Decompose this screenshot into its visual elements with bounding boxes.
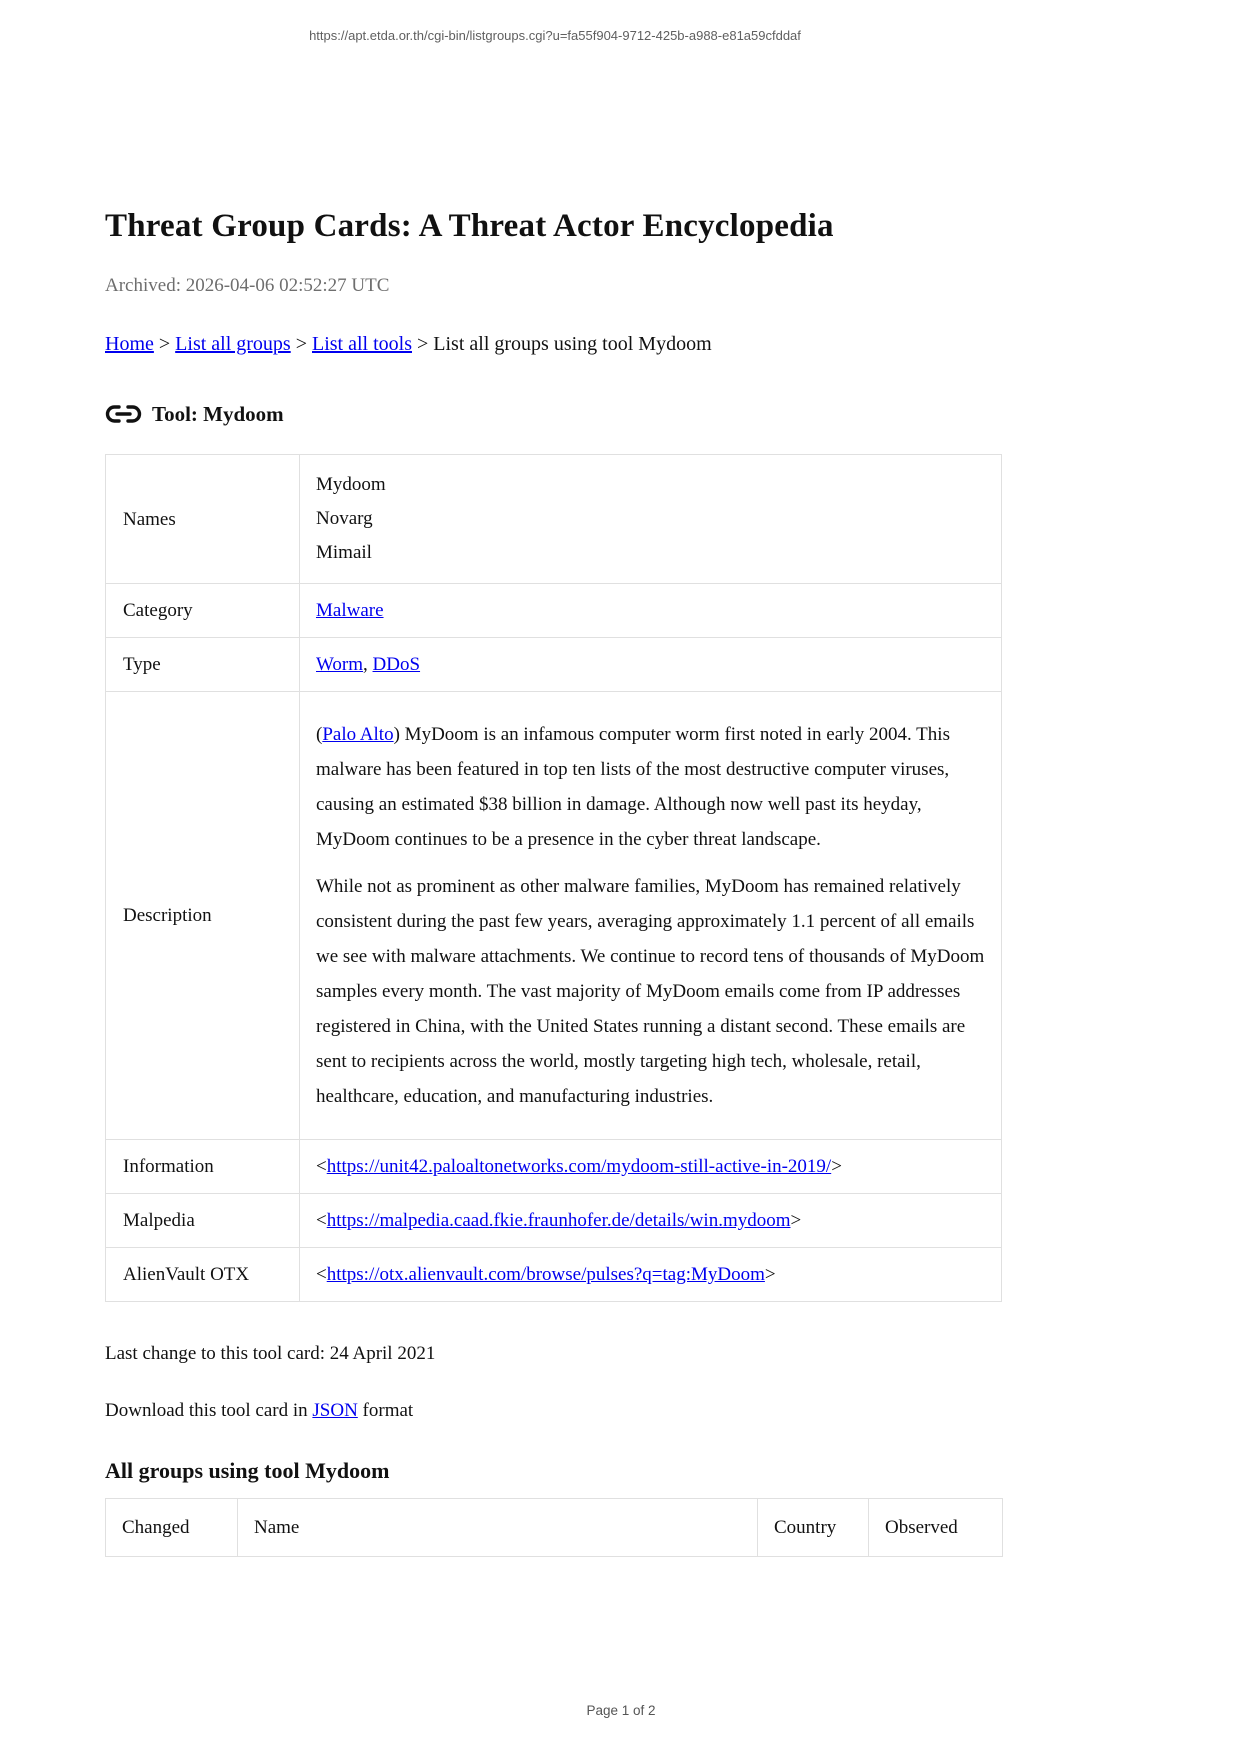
table-row-names xyxy=(106,455,1002,584)
tool-heading-label: Tool: Mydoom xyxy=(152,402,284,426)
malpedia-url-link[interactable]: https://malpedia.caad.fkie.fraunhofer.de/details/win.mydoom xyxy=(326,1210,791,1231)
malware-category-link[interactable]: Malware xyxy=(316,600,384,621)
category-label: Category xyxy=(106,584,300,638)
json-download-link[interactable]: JSON xyxy=(312,1400,358,1421)
chain-link-icon xyxy=(105,404,142,424)
tool-card-table xyxy=(105,454,1002,1302)
description-label: Description xyxy=(106,692,300,1140)
tool-name: Mimail xyxy=(316,542,372,563)
column-header-country: Country xyxy=(758,1499,869,1557)
column-header-changed: Changed xyxy=(106,1499,238,1557)
names-value xyxy=(300,455,1002,584)
information-label: Information xyxy=(106,1140,300,1194)
information-value: <https://unit42.paloaltonetworks.com/mydoom-still-active-in-2019/> xyxy=(300,1140,1002,1194)
document-body xyxy=(105,0,1002,1557)
type-label: Type xyxy=(106,638,300,692)
last-change-note: Last change to this tool card: 24 April 2021 xyxy=(105,1343,436,1364)
table-row-description xyxy=(106,692,1002,1140)
description-paragraph-1: (Palo Alto) MyDoom is an infamous computer worm first noted in early 2004. This malware has been featured in top ten lists of the most destructive computer viruses, causing an estimated $38 billion in damage. Although now well past its heyday, MyDoom continues to be a presence in the cyber threat landscape. xyxy=(316,724,950,850)
breadcrumb xyxy=(105,331,1002,358)
description-value xyxy=(300,692,1002,1140)
groups-table xyxy=(105,1498,1003,1557)
breadcrumb-current: List all groups using tool Mydoom xyxy=(433,333,712,355)
print-url-header: https://apt.etda.or.th/cgi-bin/listgroups.cgi?u=fa55f904-9712-425b-a988-e81a59cfddaf xyxy=(309,28,801,43)
download-note: Download this tool card in JSON format xyxy=(105,1400,414,1421)
table-row-alienvault xyxy=(106,1248,1002,1302)
tool-heading xyxy=(105,400,1002,428)
description-paragraph-2: While not as prominent as other malware families, MyDoom has remained relatively consistent during the past few years, averaging approximately 1.1 percent of all emails we see with malware attachments. We continue to record tens of thousands of MyDoom samples every month. The vast majority of MyDoom emails come from IP addresses registered in China, with the United States running a distant second. These emails are sent to recipients across the world, mostly targeting high tech, wholesale, retail, healthcare, education, and manufacturing industries. xyxy=(316,876,985,1107)
breadcrumb-separator: > xyxy=(290,333,312,355)
palo-alto-link[interactable]: Palo Alto xyxy=(322,724,394,745)
information-url-link[interactable]: https://unit42.paloaltonetworks.com/mydoom-still-active-in-2019/ xyxy=(326,1156,832,1177)
breadcrumb-home-link[interactable]: Home xyxy=(105,333,154,355)
table-row-malpedia xyxy=(106,1194,1002,1248)
breadcrumb-separator: > xyxy=(153,333,176,355)
breadcrumb-separator: > xyxy=(412,333,434,355)
tool-name: Novarg xyxy=(316,508,373,529)
breadcrumb-list-all-groups-link[interactable]: List all groups xyxy=(175,333,291,355)
groups-table-header-row xyxy=(106,1499,1003,1557)
alienvault-url-link[interactable]: https://otx.alienvault.com/browse/pulses?q=tag:MyDoom xyxy=(326,1264,765,1285)
tool-name: Mydoom xyxy=(316,474,386,495)
table-row-type xyxy=(106,638,1002,692)
worm-type-link[interactable]: Worm xyxy=(316,654,364,675)
column-header-name: Name xyxy=(238,1499,758,1557)
type-value xyxy=(300,638,1002,692)
column-header-observed: Observed xyxy=(869,1499,1003,1557)
alienvault-label: AlienVault OTX xyxy=(106,1248,300,1302)
table-row-information xyxy=(106,1140,1002,1194)
breadcrumb-list-all-tools-link[interactable]: List all tools xyxy=(312,333,412,355)
groups-section-heading: All groups using tool Mydoom xyxy=(105,1458,390,1483)
ddos-type-link[interactable]: DDoS xyxy=(372,654,421,675)
archived-timestamp: Archived: 2026-04-06 02:52:27 UTC xyxy=(105,275,390,296)
alienvault-value: <https://otx.alienvault.com/browse/pulses?q=tag:MyDoom> xyxy=(300,1248,1002,1302)
table-row-category xyxy=(106,584,1002,638)
page-footer: Page 1 of 2 xyxy=(586,1703,656,1718)
names-label: Names xyxy=(106,455,300,584)
category-value xyxy=(300,584,1002,638)
page-title: Threat Group Cards: A Threat Actor Encyclopedia xyxy=(105,208,834,244)
type-separator: , xyxy=(363,654,373,675)
malpedia-label: Malpedia xyxy=(106,1194,300,1248)
malpedia-value: <https://malpedia.caad.fkie.fraunhofer.de/details/win.mydoom> xyxy=(300,1194,1002,1248)
